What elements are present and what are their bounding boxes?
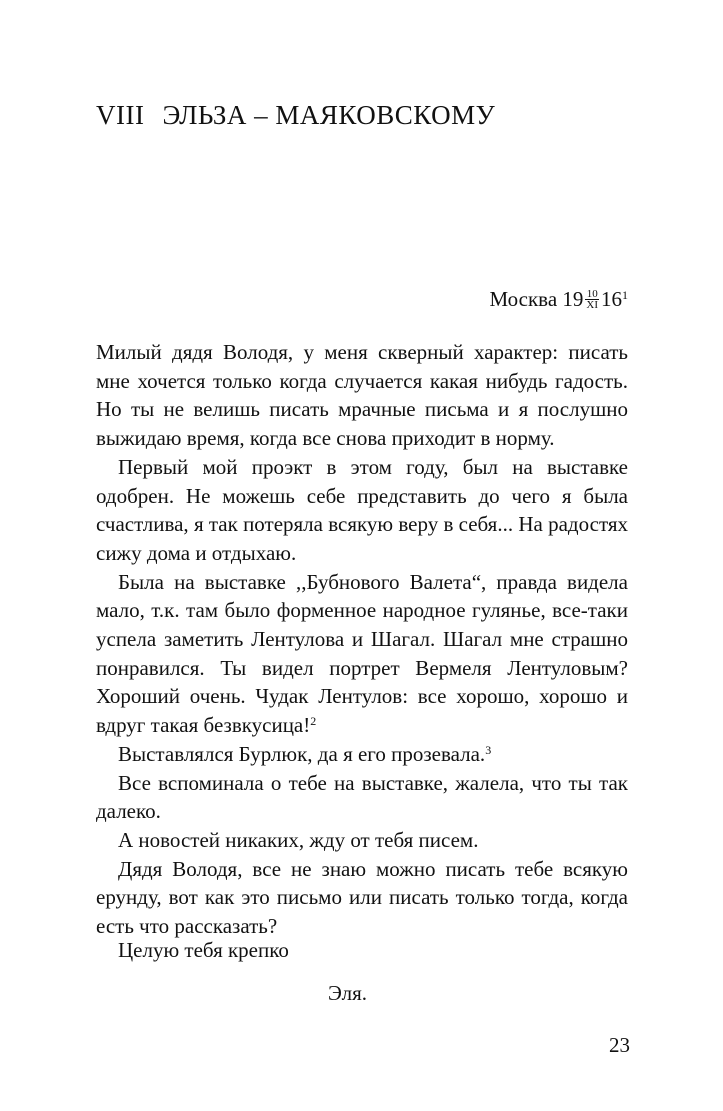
chapter-number: VIII [96, 100, 145, 130]
chapter-heading [96, 100, 495, 131]
footnote-ref-1: 1 [622, 287, 628, 302]
dateline-day-month-fraction [585, 289, 599, 310]
paragraph-2: Первый мой проэкт в этом году, был на выставке одобрен. Не можешь себе представить до чего я была счастлива, я так потеряла всякую веру в себя... На радостях сижу дома и отдыхаю. [96, 454, 628, 565]
paragraph-4-text: Выставлялся Бурлюк, да я его прозевала. [118, 741, 486, 766]
dateline-year-suffix: 16 [601, 287, 622, 311]
paragraph-3-text: Была на выставке ,,Бубнового Валета“, правда видела мало, т.к. там было форменное народное гулянье, все-таки успела заметить Лентулова и Шагал. Шагал мне страшно понравился. Ты видел портрет Вермеля Лентуловым? Хороший очень. Чудак Лентулов: все хорошо, хорошо и вдруг такая безвкусица! [96, 569, 628, 738]
paragraph-4 [96, 740, 628, 769]
footnote-ref-3: 3 [485, 742, 492, 757]
dateline-place: Москва [489, 287, 558, 311]
letter-body [96, 338, 628, 941]
paragraph-5: Все вспоминала о тебе на выставке, жалела, что ты так далеко. [96, 770, 628, 824]
paragraph-3 [96, 568, 628, 740]
paragraph-6: А новостей никаких, жду от тебя писем. [118, 827, 479, 852]
letter-signature: Эля. [328, 981, 367, 1005]
paragraph-7: Дядя Володя, все не знаю можно писать тебе всякую ерунду, вот как это письмо или писать только тогда, когда есть что рассказать? [96, 856, 628, 939]
letter-closing: Целую тебя крепко [118, 938, 289, 962]
paragraph-1: Милый дядя Володя, у меня скверный характер: писать мне хочется только когда случается какая нибудь гадость. Но ты не велишь писать мрачные письма и я послушно выжидаю время, когда все снова приходит в норму. [96, 340, 628, 451]
dateline-year-prefix: 19 [562, 287, 584, 311]
chapter-title: ЭЛЬЗА – МАЯКОВСКОМУ [162, 100, 496, 130]
dateline-day: 10 [586, 287, 598, 300]
dateline-month: XI [586, 298, 598, 311]
letter-dateline [489, 287, 628, 312]
page-number: 23 [609, 1033, 630, 1057]
footnote-ref-2: 2 [310, 713, 317, 728]
